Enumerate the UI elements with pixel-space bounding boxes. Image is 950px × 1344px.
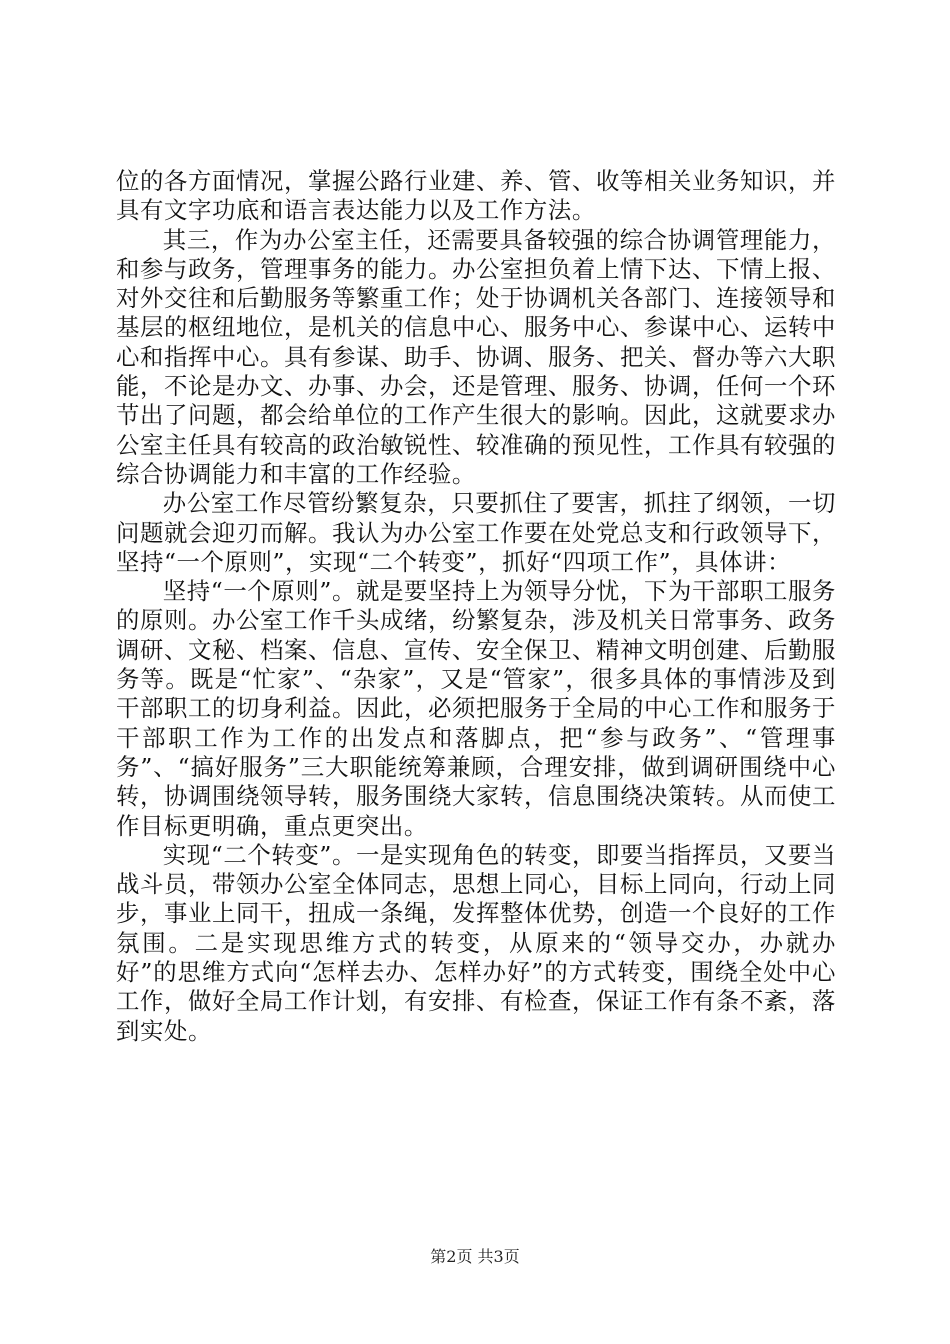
document-body	[116, 167, 836, 1046]
paragraph: 位的各方面情况，掌握公路行业建、养、管、收等相关业务知识，并具有文字功底和语言表达能力以及工作方法。	[116, 167, 836, 225]
paragraph: 办公室工作尽管纷繁复杂，只要抓住了要害，抓拄了纲领，一切问题就会迎刃而解。我认为办公室工作要在处党总支和行政领导下，坚持“一个原则”，实现“二个转变”，抓好“四项工作”，具体讲：	[116, 489, 836, 576]
page-footer	[0, 1247, 950, 1267]
page-number: 第2页 共3页	[430, 1247, 520, 1266]
paragraph: 实现“二个转变”。一是实现角色的转变，即要当指挥员，又要当战斗员，带领办公室全体同志，思想上同心，目标上同向，行动上同步，事业上同干，扭成一条绳，发挥整体优势，创造一个良好的工作氛围。二是实现思维方式的转变，从原来的“领导交办，办就办好”的思维方式向“怎样去办、怎样办好”的方式转变，围绕全处中心工作，做好全局工作计划，有安排、有检查，保证工作有条不紊，落到实处。	[116, 840, 836, 1045]
paragraph: 其三，作为办公室主任，还需要具备较强的综合协调管理能力，和参与政务，管理事务的能力。办公室担负着上情下达、下情上报、对外交往和后勤服务等繁重工作；处于协调机关各部门、连接领导和基层的枢纽地位，是机关的信息中心、服务中心、参谋中心、运转中心和指挥中心。具有参谋、助手、协调、服务、把关、督办等六大职能，不论是办文、办事、办会，还是管理、服务、协调，任何一个环节出了问题，都会给单位的工作产生很大的影响。因此，这就要求办公室主任具有较高的政治敏锐性、较准确的预见性，工作具有较强的综合协调能力和丰富的工作经验。	[116, 225, 836, 488]
paragraph: 坚持“一个原则”。就是要坚持上为领导分忧，下为干部职工服务的原则。办公室工作千头成绪，纷繁复杂，涉及机关日常事务、政务调研、文秘、档案、信息、宣传、安全保卫、精神文明创建、后勤服务等。既是“忙家”、“杂家”，又是“管家”，很多具体的事情涉及到干部职工的切身利益。因此，必须把服务于全局的中心工作和服务于干部职工作为工作的出发点和落脚点，把“参与政务”、“管理事务”、“搞好服务”三大职能统筹兼顾，合理安排，做到调研围绕中心转，协调围绕领导转，服务围绕大家转，信息围绕决策转。从而使工作目标更明确，重点更突出。	[116, 577, 836, 840]
